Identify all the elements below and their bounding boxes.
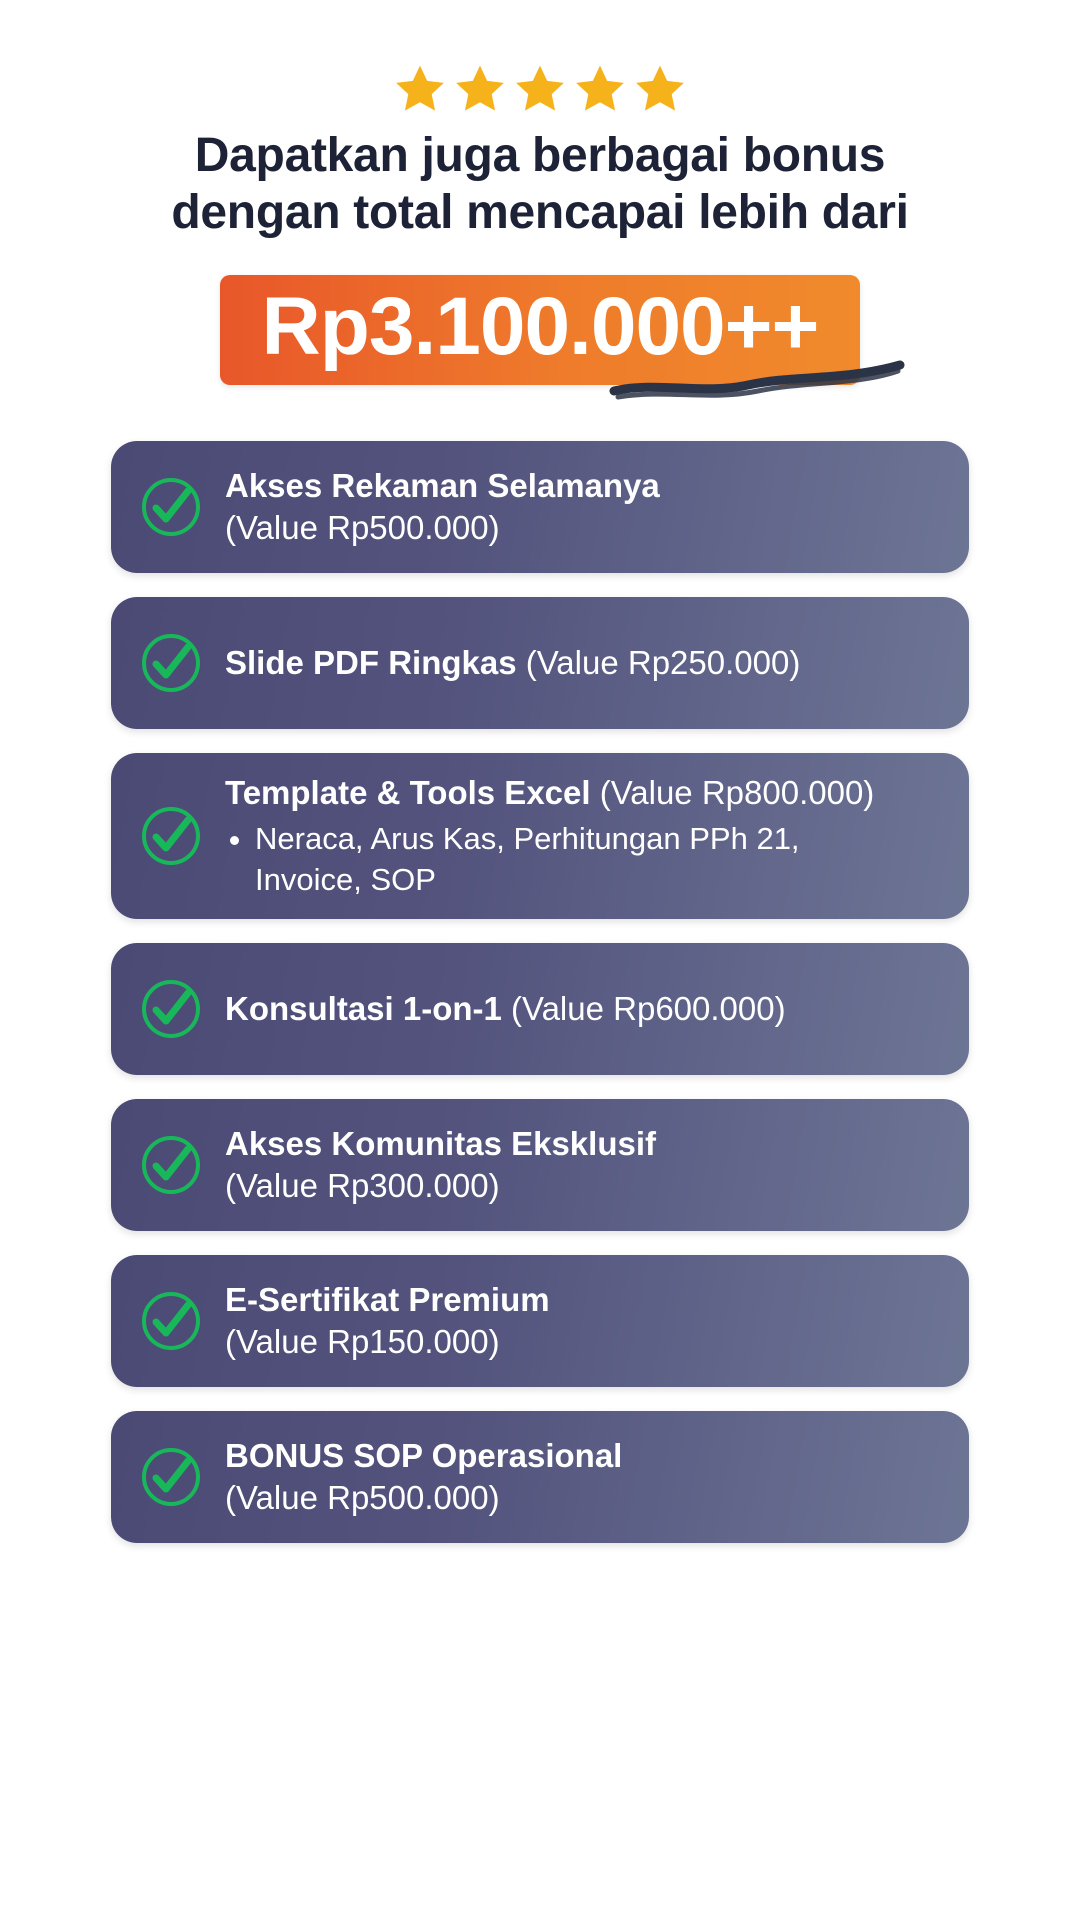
- bonus-card[interactable]: [111, 1255, 969, 1387]
- bonus-text: [225, 988, 786, 1030]
- bonus-card[interactable]: [111, 753, 969, 919]
- bonus-title: Konsultasi 1-on-1: [225, 990, 502, 1028]
- bonus-title: BONUS SOP Operasional: [225, 1437, 623, 1475]
- bonus-card[interactable]: [111, 1099, 969, 1231]
- price-badge-wrapper: [180, 275, 900, 385]
- star-icon: [513, 62, 567, 116]
- bonus-title: Akses Komunitas Eksklusif: [225, 1125, 656, 1163]
- bonus-title: Slide PDF Ringkas: [225, 644, 517, 682]
- bonus-list: [0, 441, 1080, 1543]
- check-circle-icon: [139, 1133, 203, 1197]
- bonus-text: [225, 642, 800, 684]
- list-item: • Neraca, Arus Kas, Perhitungan PPh 21, Invoice, SOP: [255, 819, 895, 900]
- bonus-value: (Value Rp250.000): [525, 644, 801, 682]
- bonus-text: [225, 465, 660, 548]
- bonus-text: [225, 1123, 656, 1206]
- bonus-value: (Value Rp300.000): [225, 1166, 500, 1204]
- check-circle-icon: [139, 804, 203, 868]
- bonus-card[interactable]: [111, 1411, 969, 1543]
- page-title: [171, 128, 908, 241]
- star-icon: [573, 62, 627, 116]
- star-rating: [393, 62, 687, 116]
- bonus-value: (Value Rp150.000): [225, 1322, 500, 1360]
- bonus-value: (Value Rp500.000): [225, 508, 500, 546]
- bonus-text: [225, 1435, 622, 1518]
- bonus-title: Akses Rekaman Selamanya: [225, 467, 660, 505]
- bonus-card[interactable]: [111, 943, 969, 1075]
- bonus-title: Template & Tools Excel: [225, 773, 591, 811]
- check-circle-icon: [139, 977, 203, 1041]
- bonus-value: (Value Rp600.000): [511, 990, 786, 1028]
- price-badge: [220, 275, 861, 385]
- bonus-card[interactable]: [111, 597, 969, 729]
- star-icon: [633, 62, 687, 116]
- headline-line-1: Dapatkan juga berbagai bonus: [194, 129, 886, 182]
- bonus-value: (Value Rp800.000): [599, 773, 875, 811]
- star-icon: [453, 62, 507, 116]
- bonus-sub-list: [225, 819, 895, 900]
- bonus-text: [225, 772, 895, 900]
- check-circle-icon: [139, 631, 203, 695]
- bonus-card[interactable]: [111, 441, 969, 573]
- price-amount: Rp3.100.000++: [261, 281, 819, 373]
- check-circle-icon: [139, 1445, 203, 1509]
- bonus-title: E-Sertifikat Premium: [225, 1281, 550, 1319]
- check-circle-icon: [139, 475, 203, 539]
- star-icon: [393, 62, 447, 116]
- bonus-value: (Value Rp500.000): [225, 1478, 500, 1516]
- check-circle-icon: [139, 1289, 203, 1353]
- bonus-text: [225, 1279, 550, 1362]
- headline-line-2: dengan total mencapai lebih dari: [171, 185, 909, 239]
